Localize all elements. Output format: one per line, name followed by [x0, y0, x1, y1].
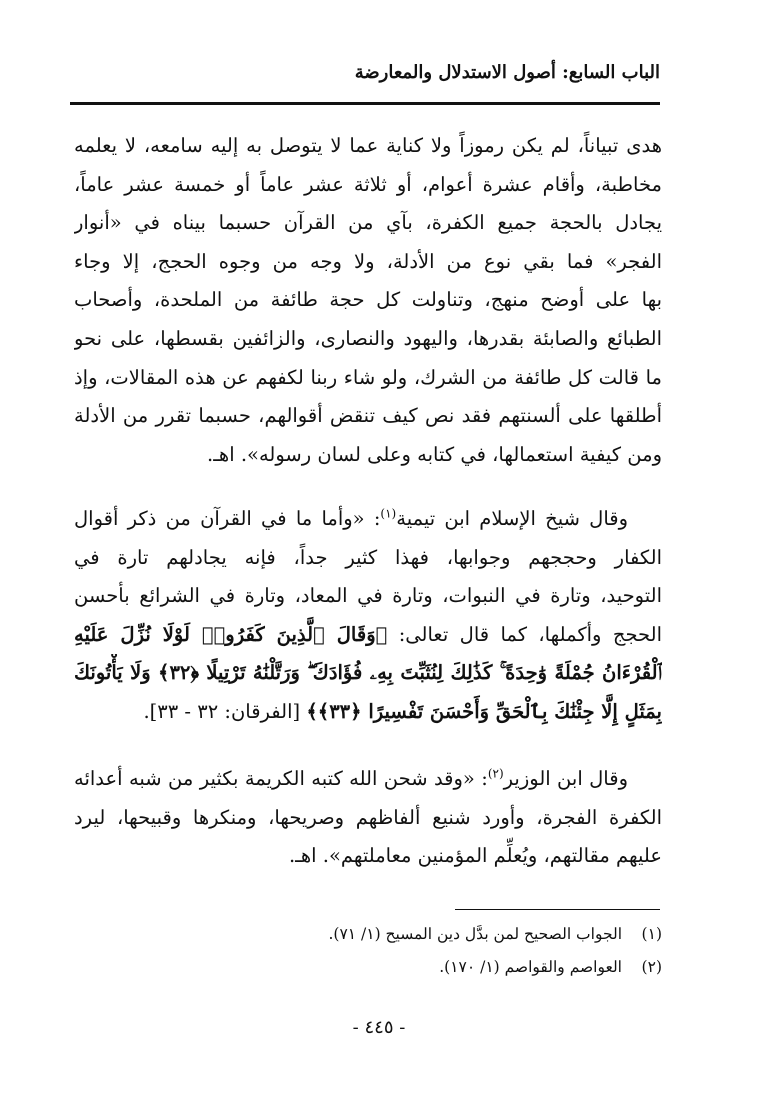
- text-line: الفجر» فما بقي نوع من الأدلة، ولا وجه من وجوه الحجج، إلا وجاء: [74, 249, 662, 273]
- text-line: مخاطبة، وأقام عشرة أعوام، أو ثلاثة عشر عاماً أو خمسة عشر عاماً،: [74, 172, 662, 196]
- paragraph-3: [74, 760, 662, 876]
- paragraph-lead: وقال ابن الوزير: [503, 767, 628, 790]
- header-divider: [70, 102, 660, 105]
- paragraph-lead: وقال شيخ الإسلام ابن تيمية: [396, 507, 628, 530]
- footnote-number: (١): [641, 925, 662, 943]
- quran-verse: ﴿وَقَالَ ٱلَّذِينَ كَفَرُوا۟ لَوْلَا نُزِّلَ عَلَيْهِ: [74, 622, 388, 646]
- text-line: عليهم مقالتهم، ويُعلِّم المؤمنين معاملتهم». اهـ.: [288, 844, 662, 868]
- paragraph-text: : «وأما ما في القرآن من ذكر أقوال: [74, 507, 381, 530]
- text-line: بها على أوضح منهج، وتناولت كل حجة طائفة من الملحدة، وأصحاب: [74, 288, 662, 312]
- text-line: الكفار وحججهم وجوابها، فهذا كثير جداً، فإنه يجادلهم تارة في: [74, 545, 662, 569]
- footnote: [328, 951, 662, 984]
- page-number: - ٤٤٥ -: [352, 1017, 406, 1038]
- text-line: ومن كيفية استعمالها، في كتابه وعلى لسان رسوله». اهـ.: [207, 442, 662, 466]
- paragraph-text: الحجج وأكملها، كما قال تعالى:: [398, 622, 662, 646]
- text-line: [74, 616, 662, 655]
- text-line: الطبائع والصابئة بقدرها، واليهود والنصارى، والزائفين بقسطها، على نحو: [74, 326, 662, 350]
- running-header: الباب السابع: أصول الاستدلال والمعارضة: [354, 62, 660, 83]
- paragraph-text: : «وقد شحن الله كتبه الكريمة بكثير من شبه أعدائه: [74, 767, 488, 790]
- text-line: [74, 760, 662, 799]
- quran-verse: بِمَثَلٍ إِلَّا جِئْنَٰكَ بِٱلْحَقِّ وَأَحْسَنَ تَفْسِيرًا ﴿٣٣﴾﴾: [306, 699, 662, 723]
- text-line: [74, 500, 662, 539]
- verse-citation: [الفرقان: ٣٢ - ٣٣].: [143, 699, 301, 723]
- footnote-ref: (٢): [487, 766, 504, 781]
- text-line: ما قالت كل طائفة من الشرك، ولو شاء ربنا لكفهم عن هذه المقالات، وإذ: [74, 365, 662, 389]
- text-line: التوحيد، وتارة في النبوات، وتارة في المعاد، وتارة في الشرائع بأحسن: [74, 584, 662, 608]
- text-line: يجادل بالحجة جميع الكفرة، بآي من القرآن حسبما بيناه في «أنوار: [74, 211, 662, 235]
- quran-verse-line: ٱلْقُرْءَانُ جُمْلَةً وَٰحِدَةً ۚ كَذَٰلِكَ لِنُثَبِّتَ بِهِۦ فُؤَادَكَ ۖ وَرَتَّلْنَٰهُ تَرْتِيلًا ﴿٣٢﴾ وَلَا يَأْتُونَكَ: [74, 661, 662, 685]
- text-line: هدى تبياناً، لم يكن رموزاً ولا كناية عما لا يتوصل به إليه سامعه، لا يعلمه: [74, 134, 662, 157]
- footnote-ref: (١): [380, 506, 397, 521]
- text-line: [74, 693, 662, 732]
- paragraph-2: [74, 500, 662, 732]
- text-line: أطلقها على ألسنتهم فقد نص كيف تنقض أقوالهم، حسبما تقرر من الأدلة: [74, 404, 662, 428]
- footnote-text: العواصم والقواصم (١/ ١٧٠).: [439, 958, 622, 976]
- footnote-number: (٢): [641, 958, 662, 976]
- footnote-text: الجواب الصحيح لمن بدَّل دين المسيح (١/ ٧١).: [328, 925, 622, 943]
- footnotes: [328, 918, 662, 984]
- footnote: [328, 918, 662, 951]
- footnote-divider: [455, 909, 660, 910]
- text-line: الكفرة الفجرة، وأورد شنيع ألفاظهم وصريحها، ومنكرها وقبيحها، ليرد: [74, 805, 662, 829]
- paragraph-1: [74, 127, 662, 474]
